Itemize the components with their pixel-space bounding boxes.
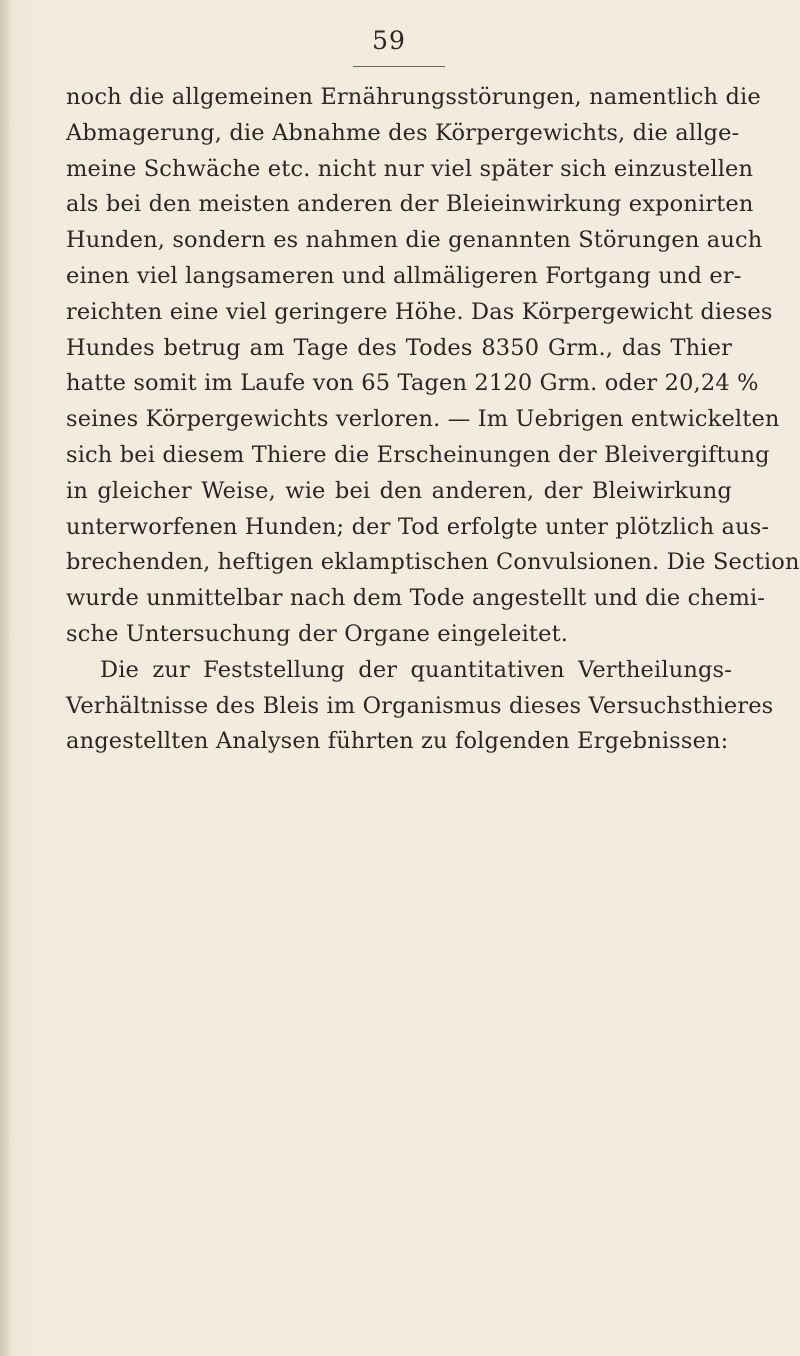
page-number: 59 [372,26,406,55]
text-line: Verhältnisse des Bleis im Organismus dieses Versuchsthieres [66,692,774,719]
text-line: sche Untersuchung der Organe eingeleitet. [66,620,569,647]
text-line: brechenden, heftigen eklamptischen Convulsionen. Die Section [66,549,800,576]
text-line: Die zur Feststellung der quantitativen Vertheilungs- [100,656,732,683]
paragraph-1 [66,80,800,653]
text-line: Abmagerung, die Abnahme des Körpergewichts, die allge- [66,119,740,146]
text-line: Hunden, sondern es nahmen die genannten Störungen auch [66,227,763,254]
text-line: Hundes betrug am Tage des Todes 8350 Grm., das Thier [66,334,732,361]
text-line: reichten eine viel geringere Höhe. Das Körpergewicht dieses [66,298,773,325]
page-number-rule [353,66,445,67]
text-line: als bei den meisten anderen der Bleieinwirkung exponirten [66,191,754,218]
text-line: sich bei diesem Thiere die Erscheinungen der Bleivergiftung [66,441,770,468]
page-binding-edge [0,0,10,1356]
text-line: in gleicher Weise, wie bei den anderen, der Bleiwirkung [66,477,732,504]
text-line: meine Schwäche etc. nicht nur viel später sich einzustellen [66,155,754,182]
text-line: wurde unmittelbar nach dem Tode angestellt und die chemi- [66,585,766,612]
text-line: seines Körpergewichts verloren. — Im Uebrigen entwickelten [66,406,780,433]
text-line: hatte somit im Laufe von 65 Tagen 2120 Grm. oder 20,24 % [66,370,759,397]
text-line: angestellten Analysen führten zu folgenden Ergebnissen: [66,728,729,755]
body-text [66,80,800,760]
text-line: einen viel langsameren und allmäligeren Fortgang und er- [66,262,742,289]
text-line: unterworfenen Hunden; der Tod erfolgte unter plötzlich aus- [66,513,770,540]
paragraph-2 [66,653,774,760]
text-line: noch die allgemeinen Ernährungsstörungen, namentlich die [66,84,761,110]
